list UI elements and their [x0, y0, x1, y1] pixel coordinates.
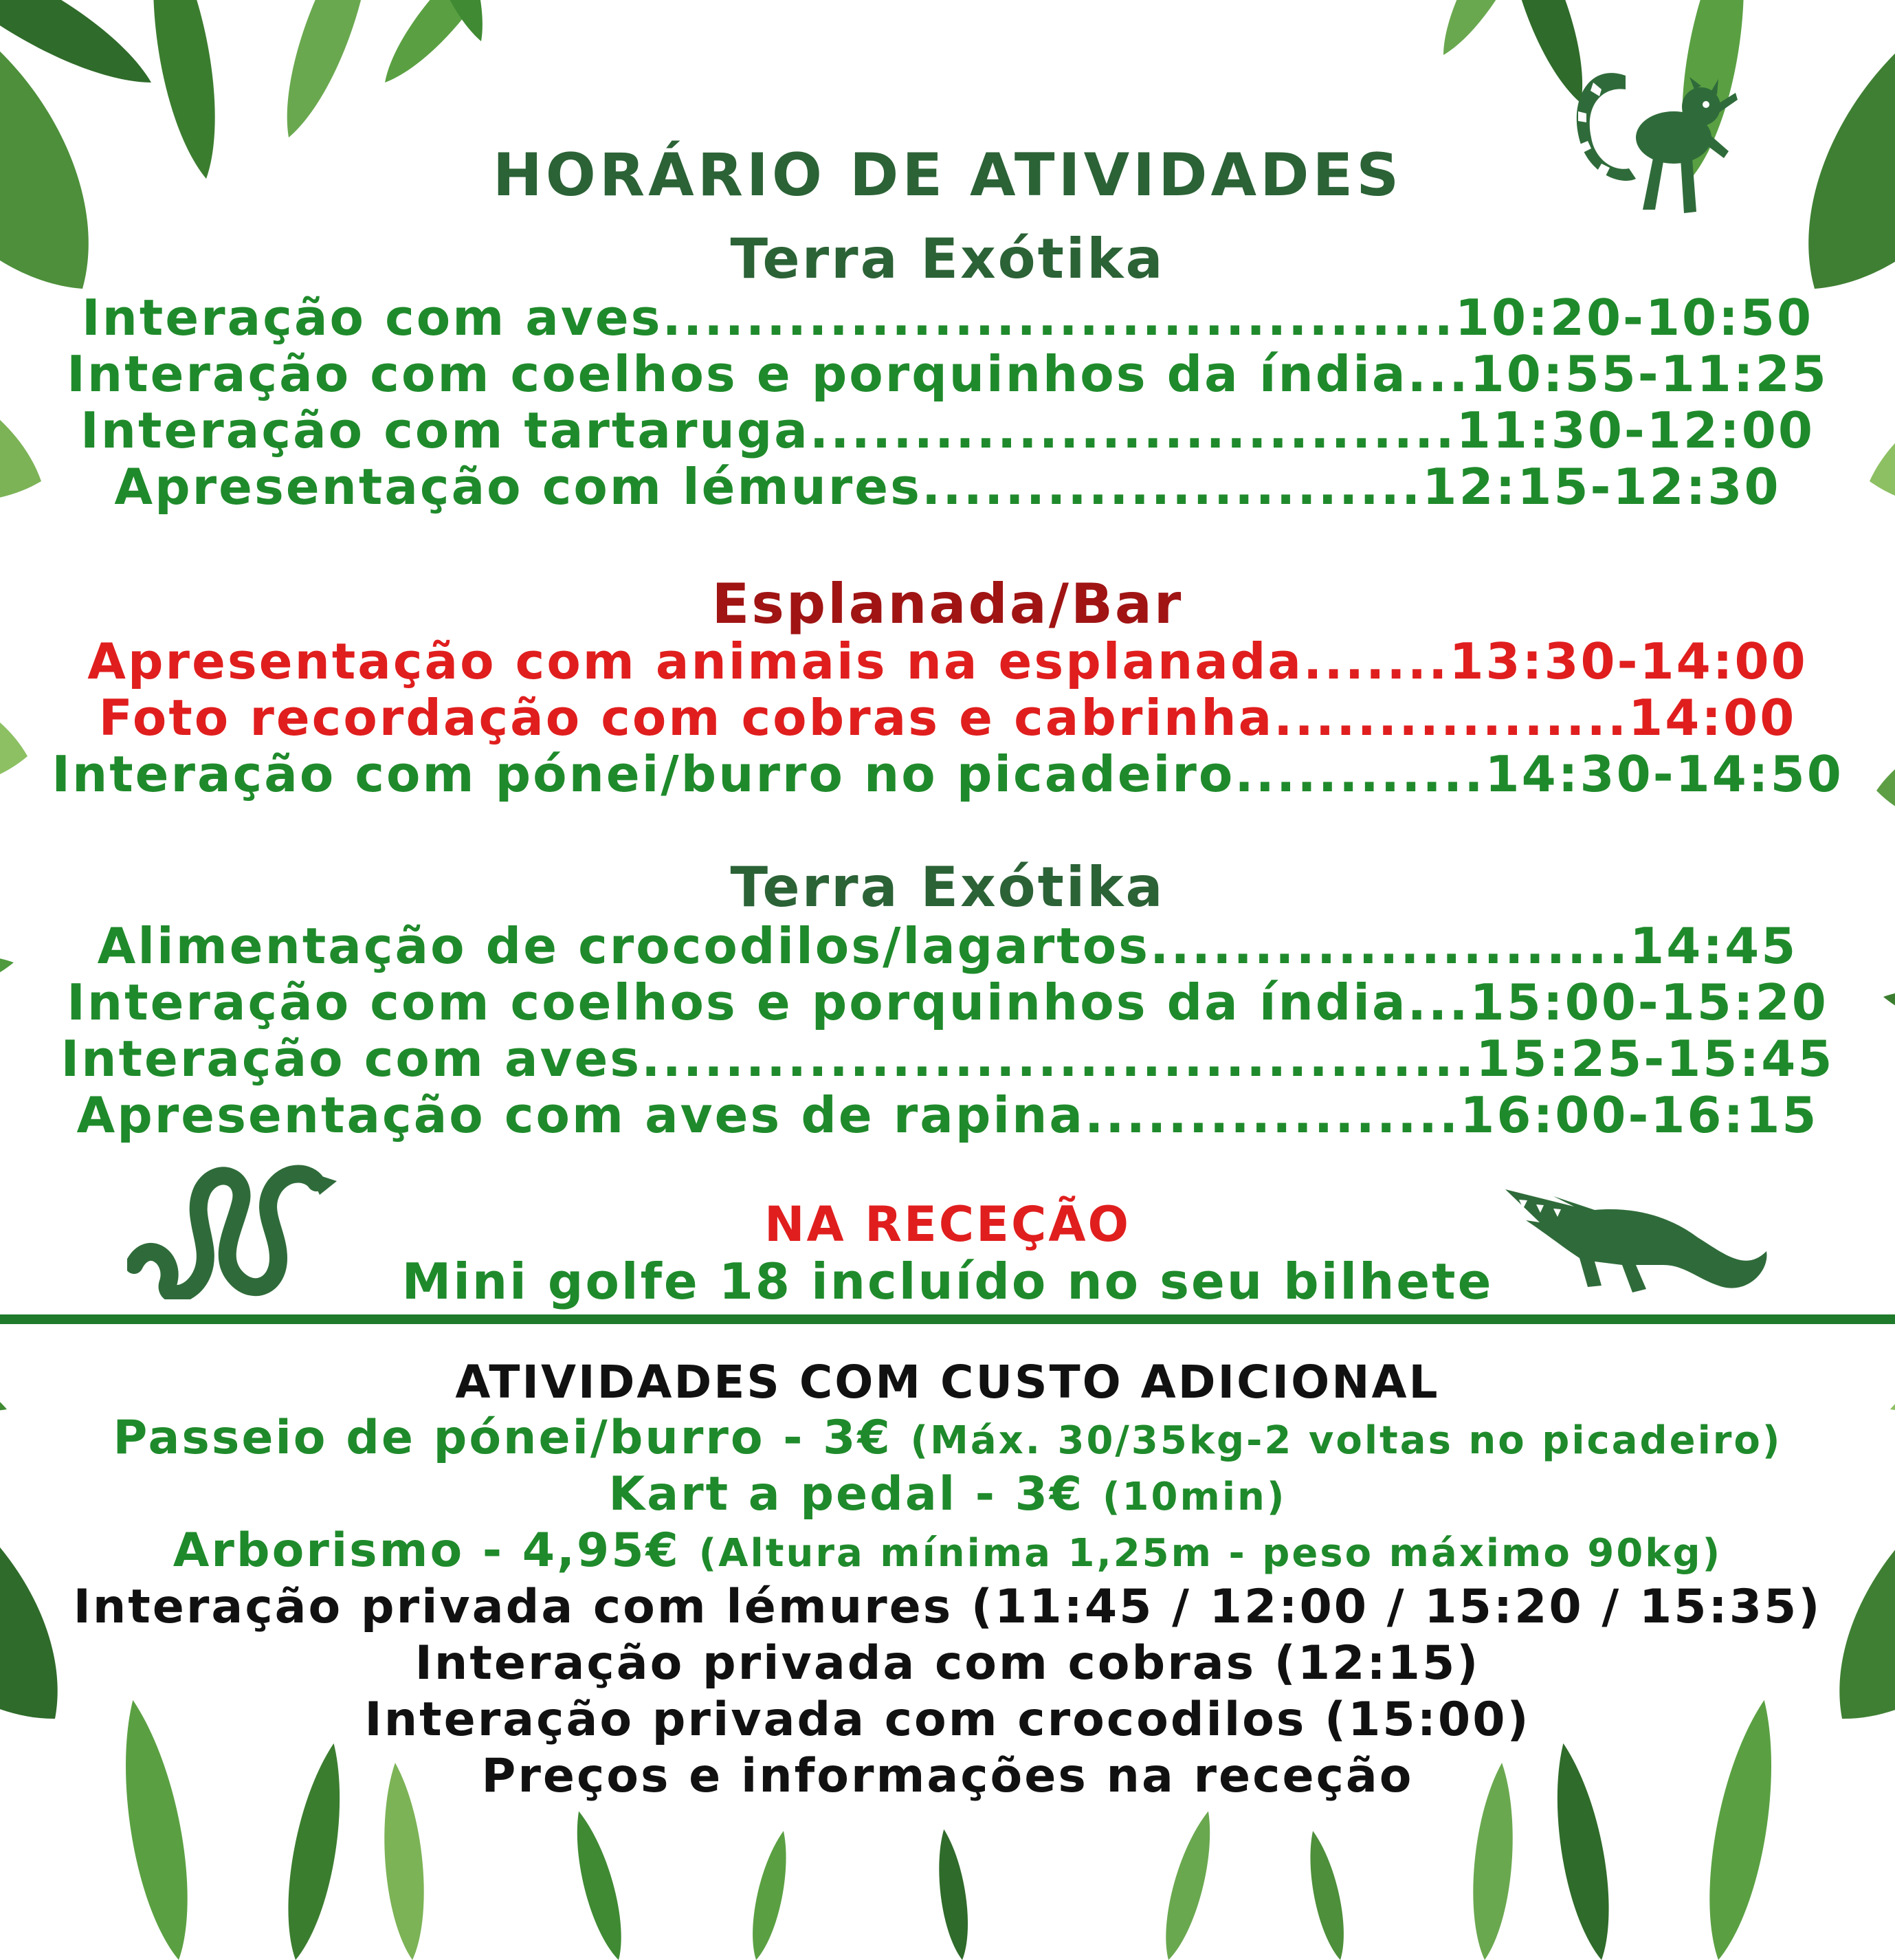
activity-dots: ...................................... [662, 289, 1455, 346]
activity-dots: ................. [1274, 689, 1629, 747]
activity-time: 15:00-15:20 [1470, 973, 1828, 1031]
activity-name: Apresentação com animais na esplanada [87, 632, 1303, 690]
extra-note: (Altura mínima 1,25m - peso máximo 90kg) [698, 1531, 1722, 1576]
activity-time: 13:30-14:00 [1449, 632, 1808, 690]
activity-name: Apresentação com aves de rapina [76, 1086, 1085, 1144]
activity-row [0, 1086, 1895, 1144]
extra-row [0, 1411, 1895, 1465]
activity-row [0, 917, 1895, 975]
extra-row: Preços e informações na receção [481, 1749, 1414, 1803]
activity-row [0, 632, 1895, 690]
section-heading-terra-exotika-2: Terra Exótika [730, 855, 1165, 919]
activity-time: 12:15-12:30 [1422, 458, 1781, 516]
activity-dots: ............................... [809, 401, 1456, 459]
activity-time: 10:55-11:25 [1470, 345, 1828, 403]
activity-time: 14:30-14:50 [1485, 745, 1843, 803]
extra-row [0, 1523, 1895, 1578]
reception-title: NA RECEÇÃO [764, 1196, 1131, 1253]
activity-dots: ....... [1303, 632, 1450, 690]
snake-icon [127, 1162, 347, 1299]
activity-row [0, 401, 1895, 459]
activity-dots: ... [1407, 973, 1470, 1031]
activity-row [0, 745, 1895, 803]
activity-row [0, 973, 1895, 1031]
activity-dots: ... [1407, 345, 1470, 403]
activity-name: Interação com coelhos e porquinhos da índia [67, 973, 1408, 1031]
section-heading-terra-exotika-1: Terra Exótika [730, 227, 1165, 291]
extra-main: Arborismo - 4,95€ [173, 1523, 680, 1578]
extra-note: (Máx. 30/35kg-2 voltas no picadeiro) [910, 1418, 1782, 1463]
extra-main: Passeio de pónei/burro - 3€ [113, 1411, 892, 1465]
activity-name: Interação com aves [81, 289, 663, 346]
extra-row [0, 1467, 1895, 1521]
page-title: HORÁRIO DE ATIVIDADES [492, 141, 1403, 210]
activity-time: 15:25-15:45 [1476, 1030, 1835, 1088]
extra-note: (10min) [1102, 1475, 1287, 1519]
extra-row: Interação privada com cobras (12:15) [414, 1636, 1481, 1691]
activity-dots: ........................................ [641, 1030, 1476, 1088]
extra-row: Interação privada com crocodilos (15:00) [364, 1693, 1531, 1747]
activity-row [0, 1030, 1895, 1088]
reception-info: Mini golfe 18 incluído no seu bilhete [401, 1253, 1494, 1310]
activity-name: Apresentação com lémures [114, 458, 922, 516]
activity-row [0, 345, 1895, 403]
activity-time: 10:20-10:50 [1454, 289, 1814, 346]
section-heading-esplanada-bar: Esplanada/Bar [711, 572, 1184, 636]
activity-name: Interação com aves [60, 1030, 642, 1088]
activity-row [0, 458, 1895, 516]
activity-name: Interação com coelhos e porquinhos da índia [67, 345, 1408, 403]
activity-time: 14:00 [1628, 689, 1797, 747]
activity-row [0, 689, 1895, 747]
section-divider [0, 1314, 1895, 1324]
activity-time: 16:00-16:15 [1460, 1086, 1819, 1144]
activity-dots: ............ [1234, 745, 1485, 803]
activity-row [0, 289, 1895, 346]
activity-name: Foto recordação com cobras e cabrinha [98, 689, 1274, 747]
activity-name: Alimentação de crocodilos/lagartos [97, 917, 1151, 975]
activity-dots: ........................ [921, 458, 1423, 516]
extras-title: ATIVIDADES COM CUSTO ADICIONAL [455, 1356, 1440, 1409]
crocodile-icon [1498, 1169, 1773, 1313]
extra-row: Interação privada com lémures (11:45 / 12:00 / 15:20 / 15:35) [73, 1580, 1822, 1634]
activity-name: Interação com pónei/burro no picadeiro [52, 745, 1235, 803]
activity-time: 11:30-12:00 [1456, 401, 1815, 459]
activity-dots: .................. [1084, 1086, 1461, 1144]
extra-main: Kart a pedal - 3€ [608, 1467, 1085, 1521]
activity-name: Interação com tartaruga [80, 401, 810, 459]
activity-time: 14:45 [1630, 917, 1798, 975]
activity-dots: ....................... [1150, 917, 1630, 975]
lemur-icon [1560, 48, 1739, 247]
